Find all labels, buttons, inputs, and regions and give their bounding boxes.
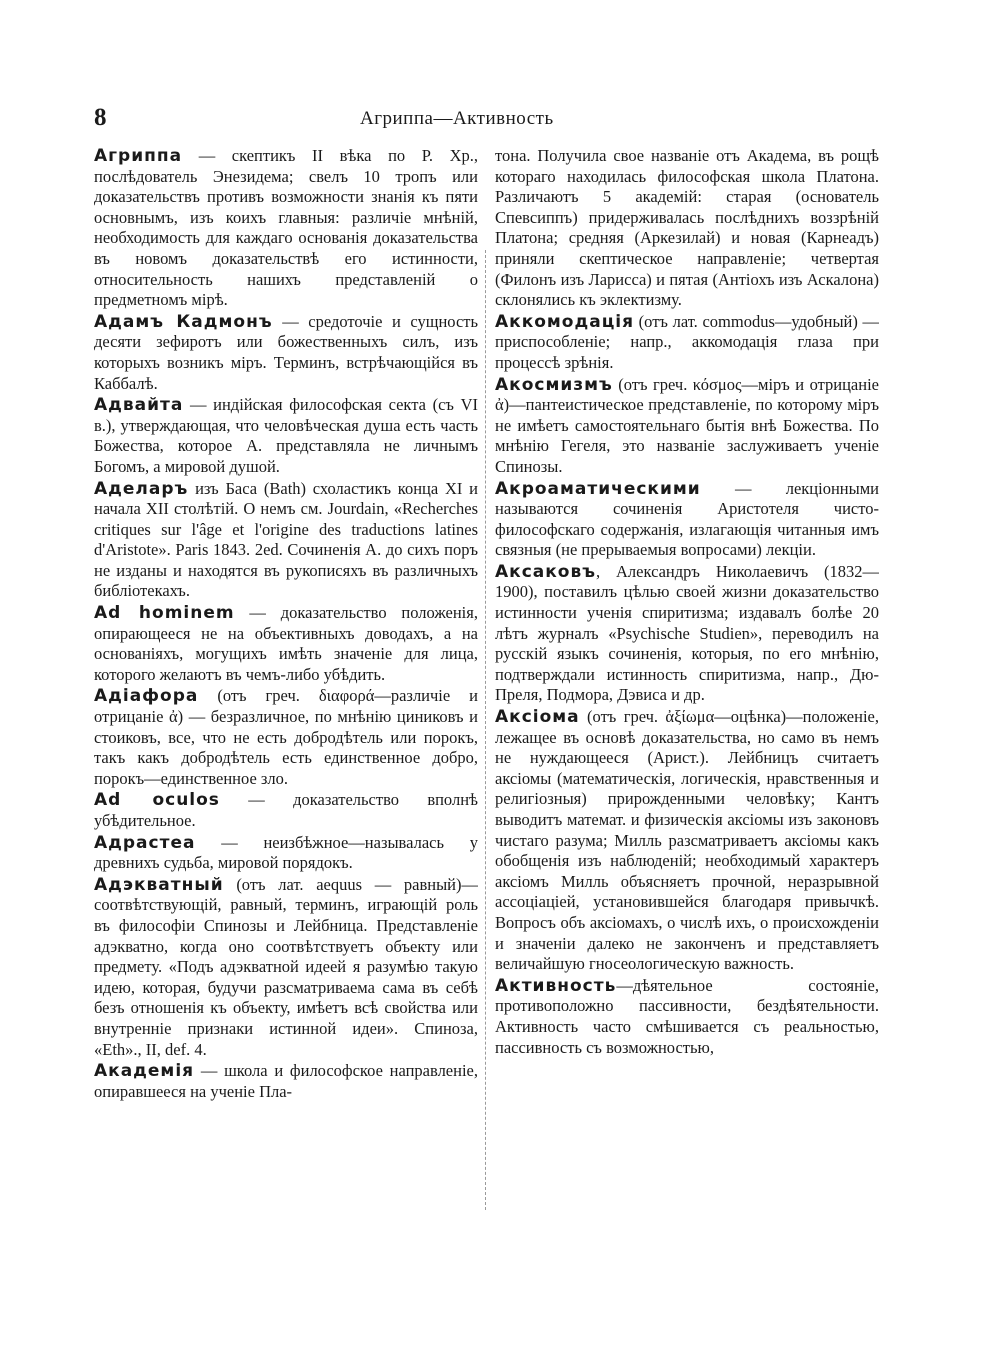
entry-headword: Аксаковъ bbox=[495, 561, 596, 582]
entry-headword: Адэкватный bbox=[94, 874, 224, 895]
entry-headword: Адамъ Кадмонъ bbox=[94, 311, 273, 332]
dictionary-entry bbox=[94, 479, 478, 603]
entry-headword: Адрастеа bbox=[94, 832, 196, 853]
entry-definition: — средоточіе и сущность десяти зефиротъ или божественныхъ силъ, изъ которыхъ возникъ міръ. Терминъ, встрѣчающійся въ Каббалѣ. bbox=[94, 311, 478, 393]
dictionary-entry bbox=[94, 146, 478, 311]
right-column bbox=[495, 146, 879, 1226]
entry-definition: (отъ греч. ἀξίωμα—оцѣнка)—положеніе, лежащее въ основѣ доказательства, но само въ немъ не нуждающееся (Арист.). Лейбницъ считаетъ аксіомы (математическія, логическія, нравственныя и религіозныя) прирожденными человѣку; Кантъ выводитъ математ. и физическія аксіомы изъ законовъ чистаго разума; Милль разсматриваетъ аксіомы какъ обобщенія изъ наблюденій; необходимый характеръ аксіомъ Милль объясняетъ прочной, неразрывной ассоціаціей, установившейся благодаря привычкѣ. Вопросъ объ аксіомахъ, о числѣ ихъ, о происхожденіи и значеніи далеко не законченъ и представляетъ величайшую гносеологическую важность. bbox=[495, 707, 879, 974]
entry-headword: Акосмизмъ bbox=[495, 374, 613, 395]
dictionary-entry bbox=[495, 562, 879, 706]
column-divider bbox=[485, 250, 486, 1210]
page-number: 8 bbox=[94, 104, 107, 131]
entry-headword: Аделаръ bbox=[94, 478, 189, 499]
entry-headword: Агриппа bbox=[94, 146, 183, 166]
entry-headword: Аксіома bbox=[495, 707, 580, 728]
dictionary-entry bbox=[94, 790, 478, 831]
entry-definition: (отъ греч. διαφορά—различіе и отрицаніе ἀ) — безразличное, по мнѣнію циниковъ и стоиковъ, все, что не есть добродѣтель или порокъ, такъ какъ добродѣтель есть единственное добро, порокъ—единственное зло. bbox=[94, 686, 478, 788]
entry-definition: — доказательство вполнѣ убѣдительное. bbox=[94, 790, 478, 830]
dictionary-entry bbox=[495, 312, 879, 374]
entry-definition: (отъ лат. aequus — равный)—соотвѣтствующій, равный, терминъ, играющій роль въ философіи Спинозы и Лейбница. Представленіе адэкватно, когда оно соотвѣтствуетъ объекту или предмету. «Подъ адэкватной идеей я разумѣю такую идею, которая, будучи разсматриваема сама въ себѣ безъ отношенія къ объекту, имѣетъ всѣ свойства или внутренніе признаки истинной идеи». Спиноза, «Eth»., II, def. 4. bbox=[94, 874, 478, 1059]
entry-definition: — скептикъ II вѣка по Р. Хр., послѣдователь Энезидема; свелъ 10 тропъ или доказательствъ противъ возможности знанія къ пяти основнымъ, изъ коихъ главныя: различіе мнѣній, необходимость для каждаго основанія доказательства въ новомъ доказательствѣ его истинности, относительность нашихъ представленій о предметномъ мірѣ. bbox=[94, 146, 478, 310]
left-column bbox=[94, 146, 478, 1226]
dictionary-entry bbox=[495, 976, 879, 1058]
entry-definition: тона. Получила свое названіе отъ Академа, въ рощѣ котораго находилась философская школа Платона. Различаютъ 5 академій: старая (основатель Спевсиппъ) придерживалась послѣднихъ воззрѣній Платона; средняя (Аркезилай) и новая (Карнеадъ) приняли скептическое направленіе; четвертая (Филонъ изъ Ларисса) и пятая (Антіохъ изъ Аскалона) склонялись къ эклектизму. bbox=[495, 146, 879, 310]
dictionary-entry bbox=[495, 479, 879, 561]
entry-headword: Активность bbox=[495, 975, 617, 996]
entry-definition: — лекціонными называются сочиненія Аристотеля чисто-философскаго содержанія, излагающія читанныя имъ связныя (не прерываемыя вопросами) лекціи. bbox=[495, 478, 879, 560]
running-head: Агриппа—Активность bbox=[360, 108, 554, 129]
dictionary-entry bbox=[94, 875, 478, 1060]
entry-headword: Аккомодація bbox=[495, 311, 635, 332]
entry-definition: —дѣятельное состояніе, противоположно пассивности, бездѣятельности. Активность часто смѣшивается съ реальностью, пассивность съ возможностью, bbox=[495, 975, 879, 1057]
entry-headword: Ad oculos bbox=[94, 790, 220, 811]
entry-headword: Акроаматическими bbox=[495, 478, 701, 499]
entry-definition: — доказательство положенія, опирающееся не на объективныхъ доводахъ, а на основаніяхъ, могущихъ имѣть значеніе для лица, которого желаютъ въ чемъ-либо убѣдить. bbox=[94, 603, 478, 684]
entry-headword: Ad hominem bbox=[94, 603, 235, 624]
entry-definition: изъ Баса (Bath) схоластикъ конца XI и начала XII столѣтій. О немъ см. Jourdain, «Recherches critiques sur l'âge et l'origine des traductions latines d'Aristote». Paris 1843. 2ed. Сочиненія А. до сихъ поръ не изданы и находятся въ рукописяхъ въ различныхъ библіотекахъ. bbox=[94, 478, 478, 601]
dictionary-entry bbox=[495, 146, 879, 311]
dictionary-entry bbox=[495, 707, 879, 975]
entry-definition: — индійская философская секта (съ VI в.), утверждающая, что человѣческая душа есть часть Божества, которое А. представляла не личнымъ Богомъ, а мировой душой. bbox=[94, 395, 478, 476]
entry-definition: (отъ греч. κόσμος—міръ и отрицаніе ἀ)—пантеистическое представленіе, по которому міръ не имѣетъ самостоятельнаго бытія внѣ Божества. По мнѣнію Гегеля, это названіе заслуживаетъ ученіе Спинозы. bbox=[495, 374, 879, 476]
dictionary-entry bbox=[94, 312, 478, 394]
dictionary-entry bbox=[94, 395, 478, 477]
entry-definition: (отъ лат. commodus—удобный) — приспособленіе; напр., аккомодація глаза при процессѣ зрѣнія. bbox=[495, 311, 879, 372]
entry-definition: — неизбѣжное—называлась у древнихъ судьба, мировой порядокъ. bbox=[94, 832, 478, 873]
dictionary-entry bbox=[94, 686, 478, 789]
dictionary-entry bbox=[94, 1061, 478, 1102]
entry-headword: Адіафора bbox=[94, 686, 199, 707]
entry-headword: Академія bbox=[94, 1061, 195, 1082]
dictionary-entry bbox=[495, 375, 879, 478]
entry-headword: Адвайта bbox=[94, 395, 184, 416]
entry-definition: — школа и философское направленіе, опиравшееся на ученіе Пла- bbox=[94, 1061, 478, 1101]
entry-definition: , Александръ Николаевичъ (1832—1900), поставилъ цѣлью своей жизни доказательство истинности ученія спиритизма; издавалъ болѣе 20 лѣтъ журналъ «Psychische Studien», переводилъ на русскій языкъ сочиненія, которыя, по его мнѣнію, подтверждали истинность спиритизма, напр., Дю-Преля, Подмора, Дэвиса и др. bbox=[495, 561, 879, 705]
dictionary-entry bbox=[94, 833, 478, 874]
dictionary-entry bbox=[94, 603, 478, 685]
